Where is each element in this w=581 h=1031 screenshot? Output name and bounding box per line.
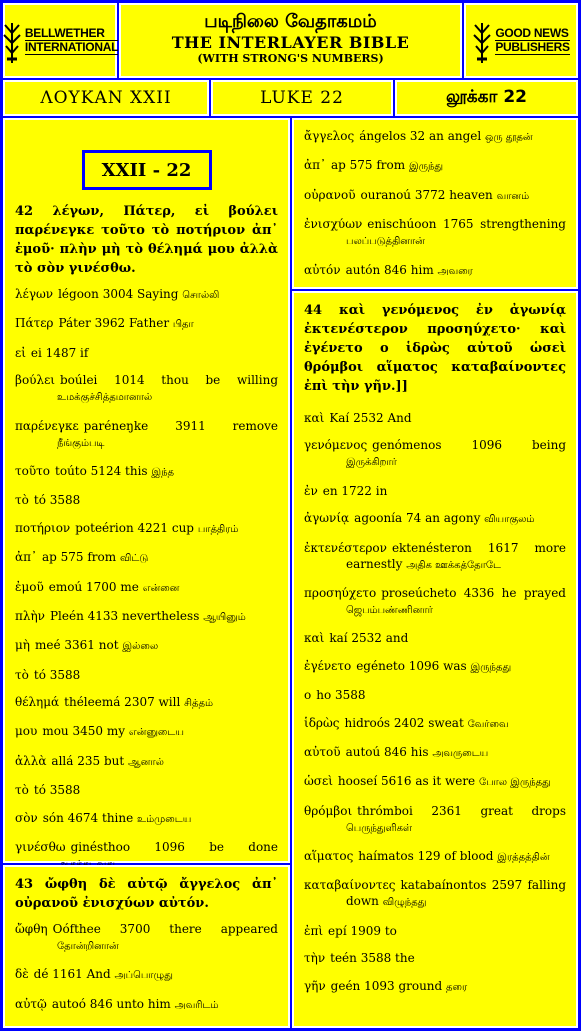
word-entry (304, 978, 566, 996)
chapter-greek: ΛΟΥΚΑΝ XXII (3, 80, 209, 116)
tamil-gloss: என்னுடைய (128, 727, 184, 739)
word-entry (15, 996, 278, 1014)
tamil-gloss: ஆனால் (128, 756, 164, 768)
greek-word: ἐμοῦ (15, 579, 44, 594)
logo-right-line2: PUBLISHERS (495, 39, 570, 54)
tamil-gloss: அப்பொழுது (114, 970, 173, 982)
verse-43-cont-panel (292, 118, 578, 289)
logo-goodnews (464, 3, 578, 78)
translit-strongs-gloss: boúlei 1014 thou be willing (59, 373, 278, 388)
translit-strongs-gloss: genómenos 1096 being (372, 438, 566, 453)
greek-word: γῆν (304, 978, 326, 993)
chapter-tamil: லூக்கா 22 (395, 80, 578, 116)
translit-strongs-gloss: ginésthoo 1096 be done (70, 840, 278, 855)
word-entry (15, 753, 278, 771)
word-entry (304, 540, 566, 574)
word-entry (15, 810, 278, 828)
word-entry (304, 410, 566, 426)
greek-word: ο (304, 688, 312, 703)
translit-strongs-gloss: katabaínontos 2597 falling down (346, 878, 566, 909)
verse-42-panel (3, 118, 290, 863)
greek-word: τὴν (304, 951, 326, 966)
word-entry (15, 921, 278, 955)
translit-strongs-gloss: hooseí 5616 as it were (337, 774, 476, 789)
translit-strongs-gloss: légoon 3004 Saying (58, 287, 179, 301)
greek-word: αὐτῷ (15, 996, 47, 1011)
title-sub: (WITH STRONG'S NUMBERS) (197, 52, 384, 65)
translit-strongs-gloss: meé 3361 not (35, 638, 119, 653)
word-entry (15, 286, 278, 304)
translit-strongs-gloss: autón 846 him (345, 262, 434, 277)
word-entry (15, 667, 278, 683)
word-entry (304, 923, 566, 939)
word-entry (15, 520, 278, 538)
title-tamil: படிநிலை வேதாகமம் (204, 11, 377, 32)
verse-44-greek: 44 καὶ γενόμενος ἐν ἀγωνίᾳ ἐκτενέστερον προσηύχετο· καὶ ἐγένετο ο ἱδρὼς αὐτοῦ ὡσεὶ θρόμβοι αἵματος καταβαίνοντες ἐπὶ τὴν γῆν.]] (304, 303, 566, 394)
translit-strongs-gloss: epí 1909 to (328, 923, 397, 938)
translit-strongs-gloss: agoonía 74 an agony (354, 511, 481, 526)
greek-word: δὲ (15, 967, 29, 982)
word-entry (15, 463, 278, 481)
word-entry (15, 492, 278, 508)
greek-word: καταβαίνοντες (304, 878, 396, 893)
translit-strongs-gloss: paréneŋke 3911 remove (83, 418, 278, 433)
word-entry (15, 637, 278, 655)
title-block (119, 3, 462, 78)
greek-word: καὶ (304, 411, 325, 425)
word-entry (304, 510, 566, 528)
tamil-gloss: விழுந்தது (382, 897, 427, 909)
translit-strongs-gloss: tó 3588 (33, 493, 81, 508)
greek-word: ἀγωνίᾳ (304, 511, 350, 526)
tamil-gloss: வேர்வை (467, 718, 509, 730)
logo-left-line2: INTERNATIONAL (24, 39, 119, 54)
word-entry (304, 483, 566, 499)
translit-strongs-gloss: dé 1161 And (33, 967, 111, 982)
greek-word: αἵματος (304, 849, 354, 864)
tamil-gloss: இரத்தத்தின் (497, 852, 550, 864)
tamil-gloss: இந்த (151, 466, 175, 478)
tamil-gloss: பலப்படுத்தினான் (346, 236, 425, 248)
word-entry (304, 950, 566, 966)
translit-strongs-gloss: hidroós 2402 sweat (344, 715, 464, 730)
word-entry (304, 803, 566, 837)
greek-word: ὡσεὶ (304, 774, 333, 789)
greek-word: προσηύχετο (304, 585, 377, 600)
tamil-gloss: தோன்றினான் (57, 941, 119, 952)
tamil-gloss: அவரை (437, 265, 473, 277)
translit-strongs-gloss: Pleén 4133 nevertheless (49, 608, 200, 623)
translit-strongs-gloss: thrómboi 2361 great drops (357, 803, 566, 818)
logo-right-line1: GOOD NEWS (495, 25, 569, 40)
verse-44-panel (292, 291, 578, 1028)
tamil-gloss: இல்லை (122, 641, 159, 653)
word-entry (15, 418, 278, 452)
verse-44-entries (304, 410, 566, 996)
greek-word: ἄγγελος (304, 129, 355, 143)
translit-strongs-gloss: kaí 2532 and (329, 631, 409, 646)
tamil-gloss: அவருடைய (432, 747, 489, 759)
translit-strongs-gloss: proseúcheto 4336 he prayed (381, 585, 566, 600)
greek-word: ἀπ᾽ (304, 158, 326, 173)
greek-word: τὸ (15, 667, 29, 682)
word-entry (15, 315, 278, 333)
greek-word: ἐγένετο (304, 658, 352, 673)
verse-43-cont-entries (304, 128, 566, 280)
tamil-gloss: சித்தம் (184, 698, 214, 710)
translit-strongs-gloss: egéneto 1096 was (356, 658, 467, 673)
greek-word: αὐτόν (304, 262, 341, 277)
translit-strongs-gloss: poteérion 4221 cup (75, 520, 194, 535)
word-entry (304, 128, 566, 146)
greek-word: εἰ (15, 345, 26, 360)
tamil-gloss: ஆயினும் (203, 611, 246, 623)
tamil-gloss: பிதா (172, 319, 194, 331)
greek-word: σὸν (15, 810, 38, 825)
tamil-gloss: விட்டு (119, 553, 149, 565)
tamil-gloss: இருந்தது (470, 661, 512, 673)
greek-word: ἀπ᾽ (15, 550, 37, 565)
greek-word: καὶ (304, 631, 325, 646)
tamil-gloss: என்னை (142, 582, 180, 594)
translit-strongs-gloss: allá 235 but (51, 753, 125, 768)
greek-word: αὐτοῦ (304, 744, 341, 759)
translit-strongs-gloss: mou 3450 my (42, 724, 125, 739)
word-entry (304, 262, 566, 280)
translit-strongs-gloss: autoú 846 his (345, 744, 429, 759)
translit-strongs-gloss: toúto 5124 this (55, 463, 148, 478)
greek-word: γενόμενος (304, 438, 368, 453)
chapter-english: LUKE 22 (211, 80, 393, 116)
tamil-gloss: பாத்திரம் (197, 523, 239, 535)
greek-word: ἐπὶ (304, 923, 324, 938)
tamil-gloss: அதிக ஊக்கத்தோடே (406, 559, 501, 571)
greek-word: τοῦτο (15, 463, 51, 478)
translit-strongs-gloss: enischúoon 1765 strengthening (367, 217, 566, 232)
translit-strongs-gloss: ouranoú 3772 heaven (360, 187, 493, 202)
greek-word: τὸ (15, 783, 29, 798)
translit-strongs-gloss: Oófthee 3700 there appeared (52, 922, 278, 936)
tamil-gloss: தரை (446, 981, 468, 993)
tamil-gloss: வியாகுலம் (484, 514, 535, 526)
greek-word: γινέσθω (15, 840, 66, 855)
word-entry (304, 216, 566, 250)
translit-strongs-gloss: ho 3588 (316, 688, 366, 703)
translit-strongs-gloss: són 4674 thine (42, 810, 134, 825)
tamil-gloss: உமக்குச்சித்தமானால் (57, 392, 153, 404)
word-entry (304, 658, 566, 676)
greek-word: θέλημά (15, 695, 60, 710)
translit-strongs-gloss: emoú 1700 me (48, 579, 139, 594)
word-entry (15, 608, 278, 626)
greek-word: ἱδρὼς (304, 715, 340, 730)
chapter-verse-box: XXII - 22 (82, 150, 212, 190)
tamil-gloss: உம்முடைய (137, 813, 192, 825)
logo-bellwether (3, 3, 117, 78)
translit-strongs-gloss: haímatos 129 of blood (358, 849, 494, 864)
translit-strongs-gloss: ap 575 from (331, 158, 406, 173)
greek-word: ἐνισχύων (304, 217, 363, 232)
word-entry (304, 715, 566, 733)
greek-word: παρένεγκε (15, 418, 79, 433)
word-entry (304, 773, 566, 791)
word-entry (304, 187, 566, 205)
word-entry (304, 157, 566, 175)
word-entry (15, 694, 278, 712)
word-entry (15, 966, 278, 984)
word-entry (15, 723, 278, 741)
translit-strongs-gloss: en 1722 in (322, 483, 388, 498)
tamil-gloss: நீங்கும்படி (57, 437, 105, 449)
greek-word: πλὴν (15, 608, 45, 623)
tamil-gloss: போல இருந்தது (479, 777, 551, 789)
word-entry (304, 687, 566, 703)
greek-word: ἀλλὰ (15, 753, 47, 768)
tamil-gloss: வானம் (496, 190, 530, 202)
greek-word: τὸ (15, 493, 29, 508)
translit-strongs-gloss: ei 1487 if (30, 345, 89, 360)
word-entry (15, 549, 278, 567)
translit-strongs-gloss: théleemá 2307 will (64, 695, 181, 710)
tamil-gloss: ஒரு தூதன் (485, 132, 533, 143)
word-entry (304, 437, 566, 471)
greek-word: ἐν (304, 483, 318, 498)
logo-right-text (495, 27, 569, 55)
word-entry (304, 848, 566, 866)
translit-strongs-gloss: geén 1093 ground (330, 978, 443, 993)
reed-logo-icon (2, 19, 22, 63)
verse-43-greek: 43 ὤφθη δὲ αὐτῷ ἄγγελος ἀπ᾽ οὐρανοῦ ἐνισχύων αὐτόν. (15, 877, 278, 911)
greek-word: μου (15, 724, 38, 739)
greek-word: ποτήριον (15, 520, 71, 535)
word-entry (304, 744, 566, 762)
tamil-gloss: இருந்து (408, 161, 444, 173)
logo-left-text (25, 27, 118, 55)
tamil-gloss: பெருந்துளிகள் (346, 822, 413, 834)
greek-word: βούλει (15, 373, 55, 388)
greek-word: οὐρανοῦ (304, 187, 356, 202)
translit-strongs-gloss: ap 575 from (42, 550, 117, 565)
greek-word: θρόμβοι (304, 803, 353, 818)
translit-strongs-gloss: tó 3588 (33, 667, 81, 682)
translit-strongs-gloss: ángelos 32 an angel (359, 129, 482, 143)
translit-strongs-gloss: Kaí 2532 And (329, 411, 412, 425)
tamil-gloss: அவரிடம் (174, 999, 219, 1011)
tamil-gloss: இருக்கிறார் (346, 457, 397, 469)
verse-43-entries (15, 921, 278, 1014)
translit-strongs-gloss: ektenésteron 1617 more earnestly (346, 540, 566, 571)
greek-word: Πάτερ (15, 316, 54, 331)
word-entry (15, 579, 278, 597)
translit-strongs-gloss: Páter 3962 Father (58, 316, 170, 331)
translit-strongs-gloss: autoó 846 unto him (51, 996, 171, 1011)
translit-strongs-gloss: teén 3588 the (330, 951, 415, 966)
title-main: THE INTERLAYER BIBLE (171, 33, 410, 52)
greek-word: μὴ (15, 638, 30, 653)
word-entry (304, 877, 566, 911)
word-entry (15, 782, 278, 798)
verse-43-panel (3, 865, 290, 1028)
word-entry (304, 630, 566, 646)
word-entry (15, 372, 278, 406)
logo-left-line1: BELLWETHER (25, 27, 118, 41)
reed-logo-icon (472, 19, 492, 63)
translit-strongs-gloss: tó 3588 (33, 783, 81, 798)
word-entry (304, 585, 566, 619)
verse-42-greek: 42 λέγων, Πάτερ, εἰ βούλει παρένεγκε τοῦτο τὸ ποτήριον ἀπ᾽ ἐμοῦ· πλὴν μὴ τὸ θέλημά μου ἀλλὰ τὸ σὸν γινέσθω. (15, 204, 278, 276)
greek-word: ὤφθη (15, 922, 48, 936)
greek-word: λέγων (15, 287, 54, 301)
greek-word: ἐκτενέστερον (304, 540, 387, 555)
verse-42-entries (15, 286, 278, 873)
tamil-gloss: ஜெபம்பண்ணினார் (346, 604, 433, 616)
word-entry (15, 345, 278, 361)
tamil-gloss: சொல்லி (182, 290, 220, 301)
